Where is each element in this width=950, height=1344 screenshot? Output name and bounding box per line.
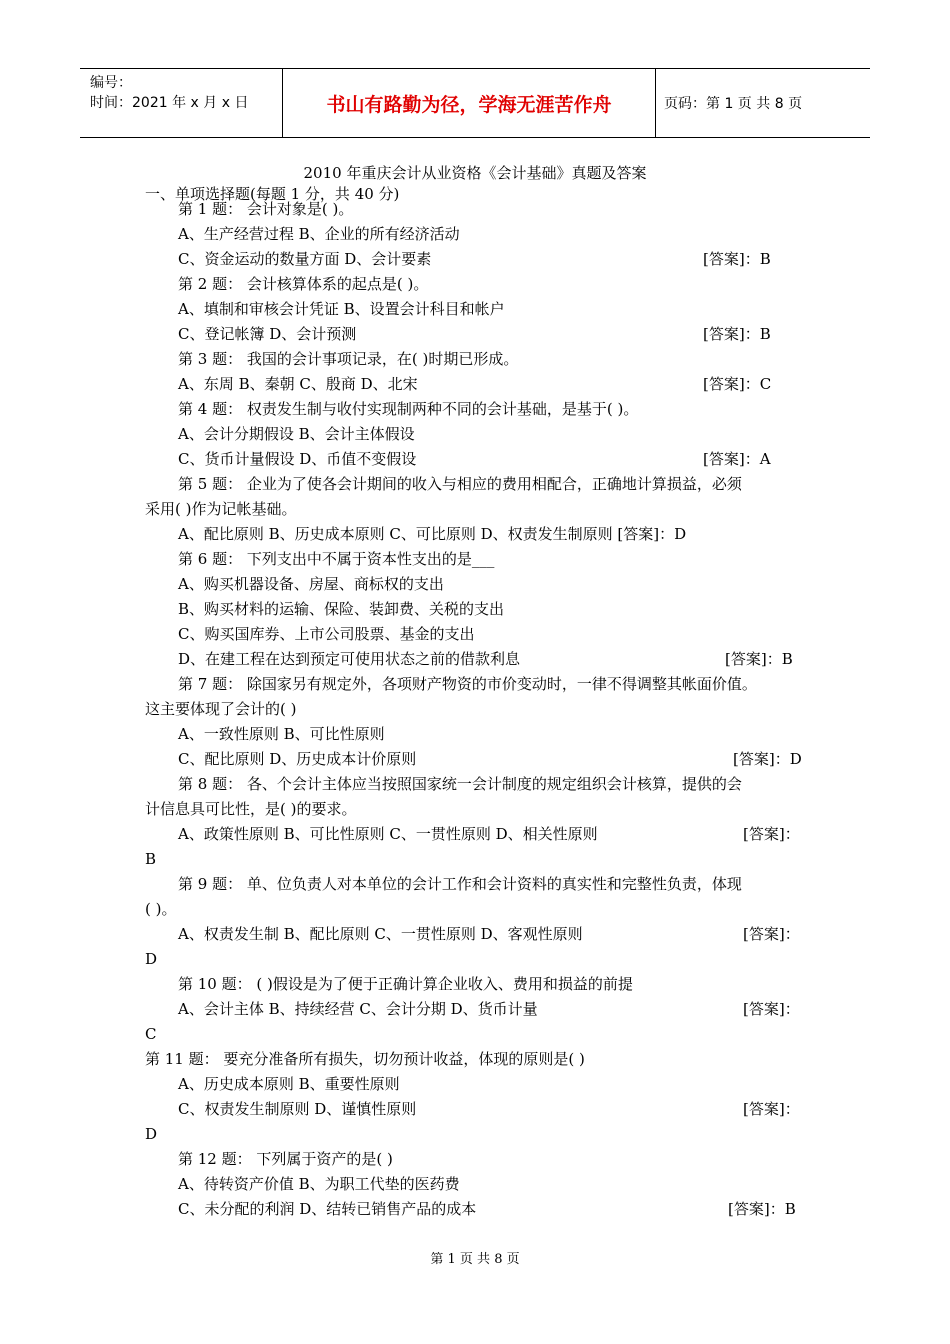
header-motto: 书山有路勤为径，学海无涯苦作舟 bbox=[282, 69, 656, 137]
text-line: C、配比原则 D、历史成本计价原则 bbox=[178, 750, 417, 768]
text-line: 采用( )作为记帐基础。 bbox=[145, 500, 297, 518]
text-line: 第 5 题： 企业为了使各会计期间的收入与相应的费用相配合，正确地计算损益，必须 bbox=[178, 475, 742, 493]
text-line: C、登记帐簿 D、会计预测 bbox=[178, 325, 357, 343]
text-line: C、购买国库券、上市公司股票、基金的支出 bbox=[178, 625, 475, 643]
answer-label: [答案]：B bbox=[703, 325, 771, 343]
document-title: 2010 年重庆会计从业资格《会计基础》真题及答案 bbox=[303, 164, 647, 182]
text-line: A、会计主体 B、持续经营 C、会计分期 D、货币计量 bbox=[178, 1000, 538, 1018]
text-line: C、权责发生制原则 D、谨慎性原则 bbox=[178, 1100, 417, 1118]
text-line: A、权责发生制 B、配比原则 C、一贯性原则 D、客观性原则 bbox=[178, 925, 583, 943]
text-line: 第 10 题： ( )假设是为了便于正确计算企业收入、费用和损益的前提 bbox=[178, 975, 633, 993]
text-line: A、填制和审核会计凭证 B、设置会计科目和帐户 bbox=[178, 300, 505, 318]
answer-label: [答案]：D bbox=[733, 750, 802, 768]
page-header bbox=[80, 68, 870, 138]
text-line: A、历史成本原则 B、重要性原则 bbox=[178, 1075, 400, 1093]
text-line: A、生产经营过程 B、企业的所有经济活动 bbox=[178, 225, 460, 243]
answer-label: [答案]： bbox=[743, 1100, 800, 1118]
text-line: A、东周 B、秦朝 C、殷商 D、北宋 bbox=[178, 375, 418, 393]
text-line: D、在建工程在达到预定可使用状态之前的借款利息 bbox=[178, 650, 521, 668]
text-line: ( )。 bbox=[145, 900, 177, 918]
answer-label: [答案]： bbox=[743, 825, 800, 843]
header-left bbox=[80, 69, 282, 137]
text-line: A、一致性原则 B、可比性原则 bbox=[178, 725, 385, 743]
section-heading: 一、单项选择题(每题 1 分，共 40 分) bbox=[145, 185, 400, 203]
text-line: A、待转资产价值 B、为职工代垫的医药费 bbox=[178, 1175, 460, 1193]
text-line: 第 3 题： 我国的会计事项记录，在( )时期已形成。 bbox=[178, 350, 519, 368]
text-line: 第 1 题： 会计对象是( )。 bbox=[178, 200, 354, 218]
text-line: C bbox=[145, 1025, 157, 1043]
serial-number: 编号： bbox=[90, 75, 132, 91]
text-line: A、会计分期假设 B、会计主体假设 bbox=[178, 425, 415, 443]
text-line: B、购买材料的运输、保险、装卸费、关税的支出 bbox=[178, 600, 505, 618]
text-line: 第 11 题： 要充分准备所有损失，切勿预计收益，体现的原则是( ) bbox=[145, 1050, 585, 1068]
answer-label: [答案]： bbox=[743, 925, 800, 943]
answer-label: [答案]： bbox=[743, 1000, 800, 1018]
text-line: D bbox=[145, 1125, 158, 1143]
answer-label: [答案]：B bbox=[728, 1200, 796, 1218]
answer-label: [答案]：B bbox=[703, 250, 771, 268]
answer-label: [答案]：C bbox=[703, 375, 772, 393]
page-footer: 第 1 页 共 8 页 bbox=[430, 1252, 520, 1267]
answer-label: [答案]：A bbox=[703, 450, 771, 468]
text-line: A、政策性原则 B、可比性原则 C、一贯性原则 D、相关性原则 bbox=[178, 825, 598, 843]
text-line: C、未分配的利润 D、结转已销售产品的成本 bbox=[178, 1200, 477, 1218]
text-line: C、资金运动的数量方面 D、会计要素 bbox=[178, 250, 432, 268]
text-line: 第 12 题： 下列属于资产的是( ) bbox=[178, 1150, 393, 1168]
date-line: 时间：2021 年 x 月 x 日 bbox=[90, 95, 249, 111]
text-line: 第 8 题： 各、个会计主体应当按照国家统一会计制度的规定组织会计核算，提供的会 bbox=[178, 775, 742, 793]
answer-label: [答案]：B bbox=[725, 650, 793, 668]
text-line: 计信息具可比性，是( )的要求。 bbox=[145, 800, 357, 818]
text-line: 第 4 题： 权责发生制与收付实现制两种不同的会计基础，是基于( )。 bbox=[178, 400, 639, 418]
text-line: 这主要体现了会计的( ) bbox=[145, 700, 297, 718]
header-page-number: 页码：第 1 页 共 8 页 bbox=[664, 96, 803, 112]
text-line: 第 7 题： 除国家另有规定外，各项财产物资的市价变动时，一律不得调整其帐面价值。 bbox=[178, 675, 757, 693]
text-line: A、配比原则 B、历史成本原则 C、可比原则 D、权责发生制原则 [答案]：D bbox=[178, 525, 687, 543]
text-line: B bbox=[145, 850, 157, 868]
text-line: A、购买机器设备、房屋、商标权的支出 bbox=[178, 575, 444, 593]
text-line: 第 6 题： 下列支出中不属于资本性支出的是___ bbox=[178, 550, 495, 568]
text-line: D bbox=[145, 950, 158, 968]
text-line: C、货币计量假设 D、币值不变假设 bbox=[178, 450, 417, 468]
text-line: 第 9 题： 单、位负责人对本单位的会计工作和会计资料的真实性和完整性负责，体现 bbox=[178, 875, 742, 893]
text-line: 第 2 题： 会计核算体系的起点是( )。 bbox=[178, 275, 429, 293]
